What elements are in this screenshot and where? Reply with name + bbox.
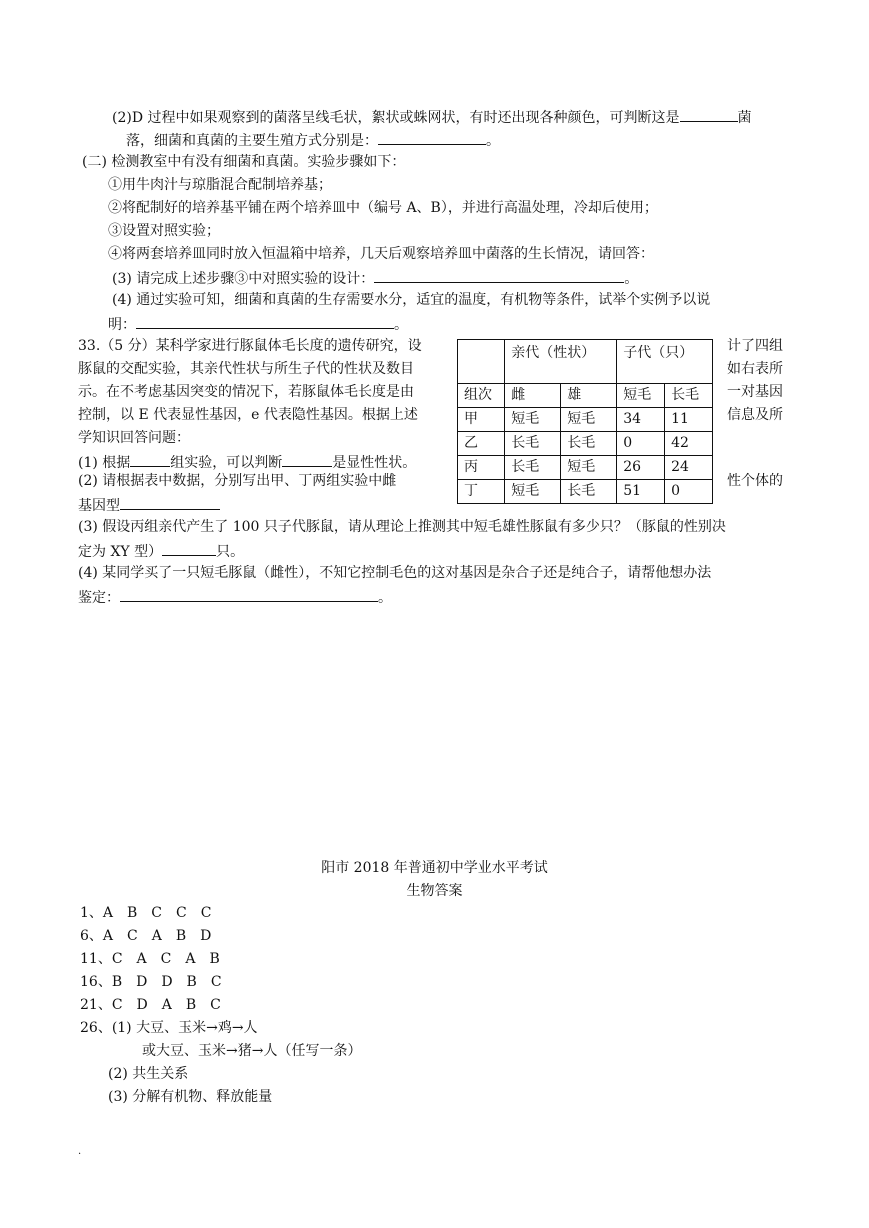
cell-male: 长毛: [561, 480, 617, 504]
answer-blank[interactable]: [120, 493, 220, 510]
cross-results-table: [457, 339, 713, 504]
answer-blank[interactable]: [162, 539, 216, 556]
q33-right-5: 性个体的: [727, 473, 783, 489]
answer-key-subtitle: 生物答案: [406, 883, 463, 899]
q33-right-4: 信息及所: [727, 407, 783, 423]
header-parent: 亲代（性状）: [505, 340, 617, 384]
col-long: 长毛: [665, 384, 713, 408]
text: 。: [624, 271, 639, 287]
q33-line-4: 控制，以 E 代表显性基因，e 代表隐性基因。根据上述: [78, 407, 418, 423]
cell-female: 短毛: [505, 480, 561, 504]
table-row: [458, 456, 713, 480]
text: 菌: [737, 110, 752, 126]
answer-line: (2) 共生关系: [108, 1066, 189, 1082]
q33-line-1: 33.（5 分）某科学家进行豚鼠体毛长度的遗传研究，设: [78, 338, 422, 354]
text: 。: [394, 317, 408, 333]
answer-line: 16、B D D B C: [80, 974, 222, 990]
answer-line: 21、C D A B C: [80, 997, 221, 1013]
step-3: ③设置对照实验；: [108, 223, 220, 239]
answer-blank[interactable]: [136, 312, 394, 329]
q33-sub4-b: [78, 585, 392, 610]
cell-male: 短毛: [561, 456, 617, 480]
table-row: [458, 408, 713, 432]
answer-line: 或大豆、玉米→猪→人（任写一条）: [142, 1043, 362, 1059]
q32-part2-line-a: [112, 105, 752, 130]
cell-group: 丙: [458, 456, 505, 480]
text: 只。: [216, 544, 245, 560]
q32-sub4-b: [108, 312, 408, 337]
text: 鉴定：: [78, 590, 120, 606]
cell-long: 42: [665, 432, 713, 456]
answer-blank[interactable]: [374, 266, 624, 283]
cell-female: 长毛: [505, 456, 561, 480]
answer-blank[interactable]: [378, 128, 486, 145]
cell-long: 11: [665, 408, 713, 432]
text: (3) 请完成上述步骤③中对照实验的设计：: [112, 271, 375, 287]
table-header-row: [458, 340, 713, 384]
q32-section-title: (二) 检测教室中有没有细菌和真菌。实验步骤如下：: [82, 154, 406, 170]
step-4: ④将两套培养皿同时放入恒温箱中培养，几天后观察培养皿中菌落的生长情况，请回答：: [108, 246, 654, 262]
answer-blank[interactable]: [282, 450, 332, 467]
step-1: ①用牛肉汁与琼脂混合配制培养基；: [108, 177, 332, 193]
table-subheader-row: [458, 384, 713, 408]
text: (2)D 过程中如果观察到的菌落呈线毛状，絮状或蛛网状，有时还出现各种颜色，可判断这是: [112, 110, 680, 126]
cell-group: 甲: [458, 408, 505, 432]
cell-male: 长毛: [561, 432, 617, 456]
q33-sub4-a: (4) 某同学买了一只短毛豚鼠（雌性），不知它控制毛色的这对基因是杂合子还是纯合子，请帮他想办法: [78, 565, 712, 581]
text: 组实验，可以判断: [170, 455, 283, 471]
answer-line: (3) 分解有机物、释放能量: [108, 1089, 273, 1105]
table-row: [458, 480, 713, 504]
cell-short: 51: [617, 480, 665, 504]
cell-short: 34: [617, 408, 665, 432]
text: 落，细菌和真菌的主要生殖方式分别是：: [126, 133, 378, 149]
header-offspring: 子代（只）: [617, 340, 713, 384]
q33-line-5: 学知识回答问题：: [78, 430, 190, 446]
col-female: 雌: [505, 384, 561, 408]
text: 。: [486, 133, 500, 149]
cell-group: 丁: [458, 480, 505, 504]
answer-blank[interactable]: [680, 105, 738, 122]
table-corner-cell: [458, 340, 505, 384]
answer-key-title: 阳市 2018 年普通初中学业水平考试: [321, 860, 548, 876]
col-male: 雄: [561, 384, 617, 408]
q33-sub2-a: (2) 请根据表中数据，分别写出甲、丁两组实验中雌: [78, 473, 397, 489]
q33-sub2-b: [78, 493, 220, 518]
text: 是显性性状。: [332, 455, 417, 471]
cell-short: 0: [617, 432, 665, 456]
cell-long: 24: [665, 456, 713, 480]
answer-line: 11、C A C A B: [80, 951, 220, 967]
cell-short: 26: [617, 456, 665, 480]
answer-line: 6、A C A B D: [80, 928, 212, 944]
text: 定为 XY 型）: [78, 544, 163, 560]
cell-group: 乙: [458, 432, 505, 456]
q33-sub3-a: (3) 假设丙组亲代产生了 100 只子代豚鼠，请从理论上推测其中短毛雄性豚鼠有多少只？（豚鼠的性别决: [78, 519, 726, 535]
q32-sub3: [112, 266, 638, 291]
text: (1) 根据: [78, 455, 131, 471]
answer-blank[interactable]: [120, 585, 378, 602]
cell-female: 短毛: [505, 408, 561, 432]
q32-sub4-a: (4) 通过实验可知，细菌和真菌的生存需要水分，适宜的温度，有机物等条件，试举个实例予以说: [112, 292, 711, 308]
table-row: [458, 432, 713, 456]
cell-long: 0: [665, 480, 713, 504]
cell-male: 短毛: [561, 408, 617, 432]
q33-right-2: 如右表所: [727, 361, 783, 377]
text: 。: [378, 590, 392, 606]
cell-female: 长毛: [505, 432, 561, 456]
q32-part2-line-b: [126, 128, 500, 153]
footer-dot: .: [78, 1146, 82, 1157]
answer-line: 1、A B C C C: [80, 905, 212, 921]
step-2: ②将配制好的培养基平铺在两个培养皿中（编号 A、B），并进行高温处理，冷却后使用；: [108, 200, 658, 216]
q33-line-2: 豚鼠的交配实验，其亲代性状与所生子代的性状及数目: [78, 361, 414, 377]
q33-right-1: 计了四组: [727, 338, 783, 354]
text: 基因型: [78, 498, 120, 514]
col-group: 组次: [458, 384, 505, 408]
text: 明：: [108, 317, 136, 333]
answer-blank[interactable]: [130, 450, 170, 467]
q33-line-3: 示。在不考虑基因突变的情况下，若豚鼠体毛长度是由: [78, 384, 414, 400]
col-short: 短毛: [617, 384, 665, 408]
answer-line: 26、(1) 大豆、玉米→鸡→人: [80, 1020, 258, 1036]
q33-right-3: 一对基因: [727, 384, 783, 400]
q33-sub3-b: [78, 539, 244, 564]
